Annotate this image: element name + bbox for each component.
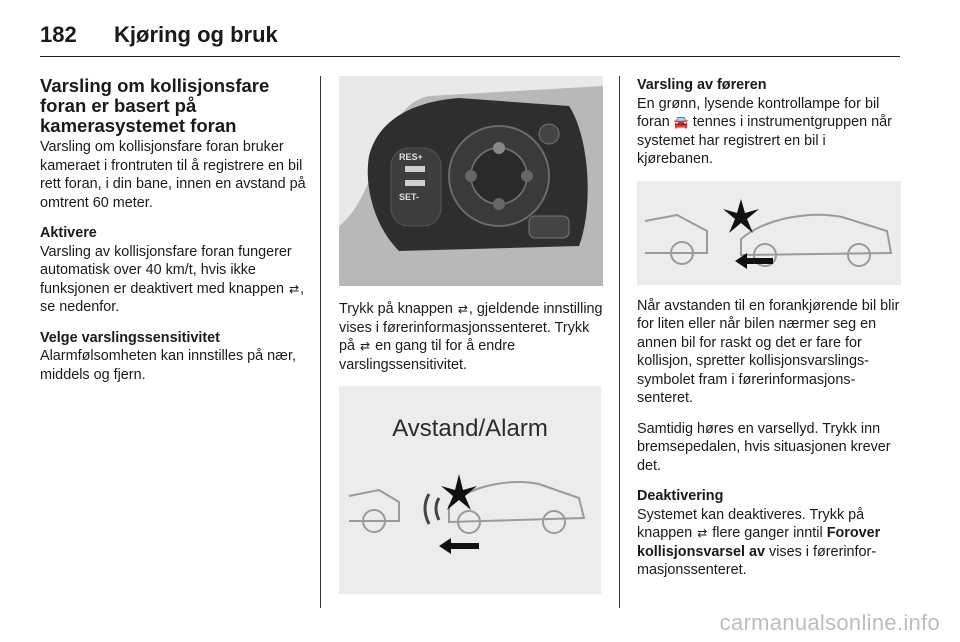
activate-paragraph bbox=[40, 224, 306, 317]
paragraph-2: Når avstanden til en forankjørende bil blir for liten eller når bilen nærmer seg en annen bil for raskt og det er fare for kollisjon, spretter kollisjonsvarslingssymbolet fram i førerinformasjonssenteret. bbox=[637, 297, 900, 406]
column-2 bbox=[339, 76, 603, 594]
res-label: RES+ bbox=[399, 152, 423, 162]
warning-heading: Varsling av føreren bbox=[637, 77, 767, 93]
col2-text-3: en gang til for å endre varslingssensitivitet. bbox=[339, 338, 516, 373]
car-ahead-icon: 🚘 bbox=[673, 115, 689, 129]
collision-warning-button-icon: ⇄ bbox=[360, 339, 371, 353]
warning-text-1: En grønn, lysende kontrollampe for bil foran bbox=[637, 95, 880, 130]
collision-warning-button-icon: ⇄ bbox=[457, 302, 468, 316]
sensitivity-paragraph bbox=[40, 329, 306, 385]
collision-warning-button-icon: ⇄ bbox=[697, 526, 708, 540]
column-divider-2 bbox=[619, 76, 620, 608]
page-number: 182 bbox=[40, 22, 77, 47]
column-1 bbox=[40, 76, 306, 396]
collision-warning-button-icon: ⇄ bbox=[289, 281, 300, 296]
deactivate-text-1: Systemet kan deaktiveres. Trykk på knappen bbox=[637, 506, 865, 541]
warning-text-2: tennes i instrumentgruppen når systemet har registrert en bil i kjørebanen. bbox=[637, 114, 892, 167]
intro-text: Varsling om kollisjonsfare foran bruker kameraet i frontruten til å registrere en bil rett foran, i din bane, innen en avstand på omtrent 60 meter. bbox=[40, 139, 306, 211]
set-label: SET- bbox=[399, 192, 420, 202]
col2-text-2: , gjeldende innstilling vises i førerinformasjonssenteret. Trykk på bbox=[339, 301, 603, 354]
column-divider-1 bbox=[320, 76, 321, 608]
deactivate-paragraph bbox=[637, 487, 905, 580]
collision-warning-figure bbox=[637, 181, 901, 285]
column-3 bbox=[637, 76, 905, 592]
paragraph-3: Samtidig høres en varsellyd. Trykk inn bremsepedalen, hvis situasjonen krever det. bbox=[637, 420, 891, 474]
section-title: Varsling om kollisjonsfare foran er basert på kamerasystemet foran bbox=[40, 75, 270, 136]
chapter-title: Kjøring og bruk bbox=[114, 22, 278, 47]
activate-text-1: Varsling av kollisjonsfare foran fungerer automatisk over 40 km/t, hvis ikke funksjonen er deaktivert med knappen bbox=[40, 243, 292, 297]
deactivate-menu-item: Forover kollisjonsvarsel av bbox=[637, 525, 881, 560]
deactivate-heading: Deaktivering bbox=[637, 488, 724, 504]
steering-wheel-controls-figure bbox=[339, 76, 603, 286]
deactivate-text-2: flere ganger inntil bbox=[712, 525, 823, 541]
deactivate-text-3: vises i førerinformasjonssenteret. bbox=[637, 543, 877, 578]
sensitivity-text: Alarmfølsomheten kan innstilles på nær, middels og fjern. bbox=[40, 348, 296, 383]
col2-text-1: Trykk på knappen bbox=[339, 301, 453, 317]
warning-paragraph bbox=[637, 76, 905, 169]
watermark: carmanualsonline.info bbox=[719, 610, 940, 635]
activate-text-2: , se nedenfor. bbox=[40, 280, 305, 315]
display-title: Avstand/Alarm bbox=[392, 415, 548, 442]
page-header bbox=[40, 14, 900, 57]
activate-heading: Aktivere bbox=[40, 225, 97, 241]
sensitivity-heading: Velge varslingssensitivitet bbox=[40, 329, 220, 346]
col2-paragraph bbox=[339, 300, 603, 374]
distance-alarm-display-figure bbox=[339, 386, 601, 594]
